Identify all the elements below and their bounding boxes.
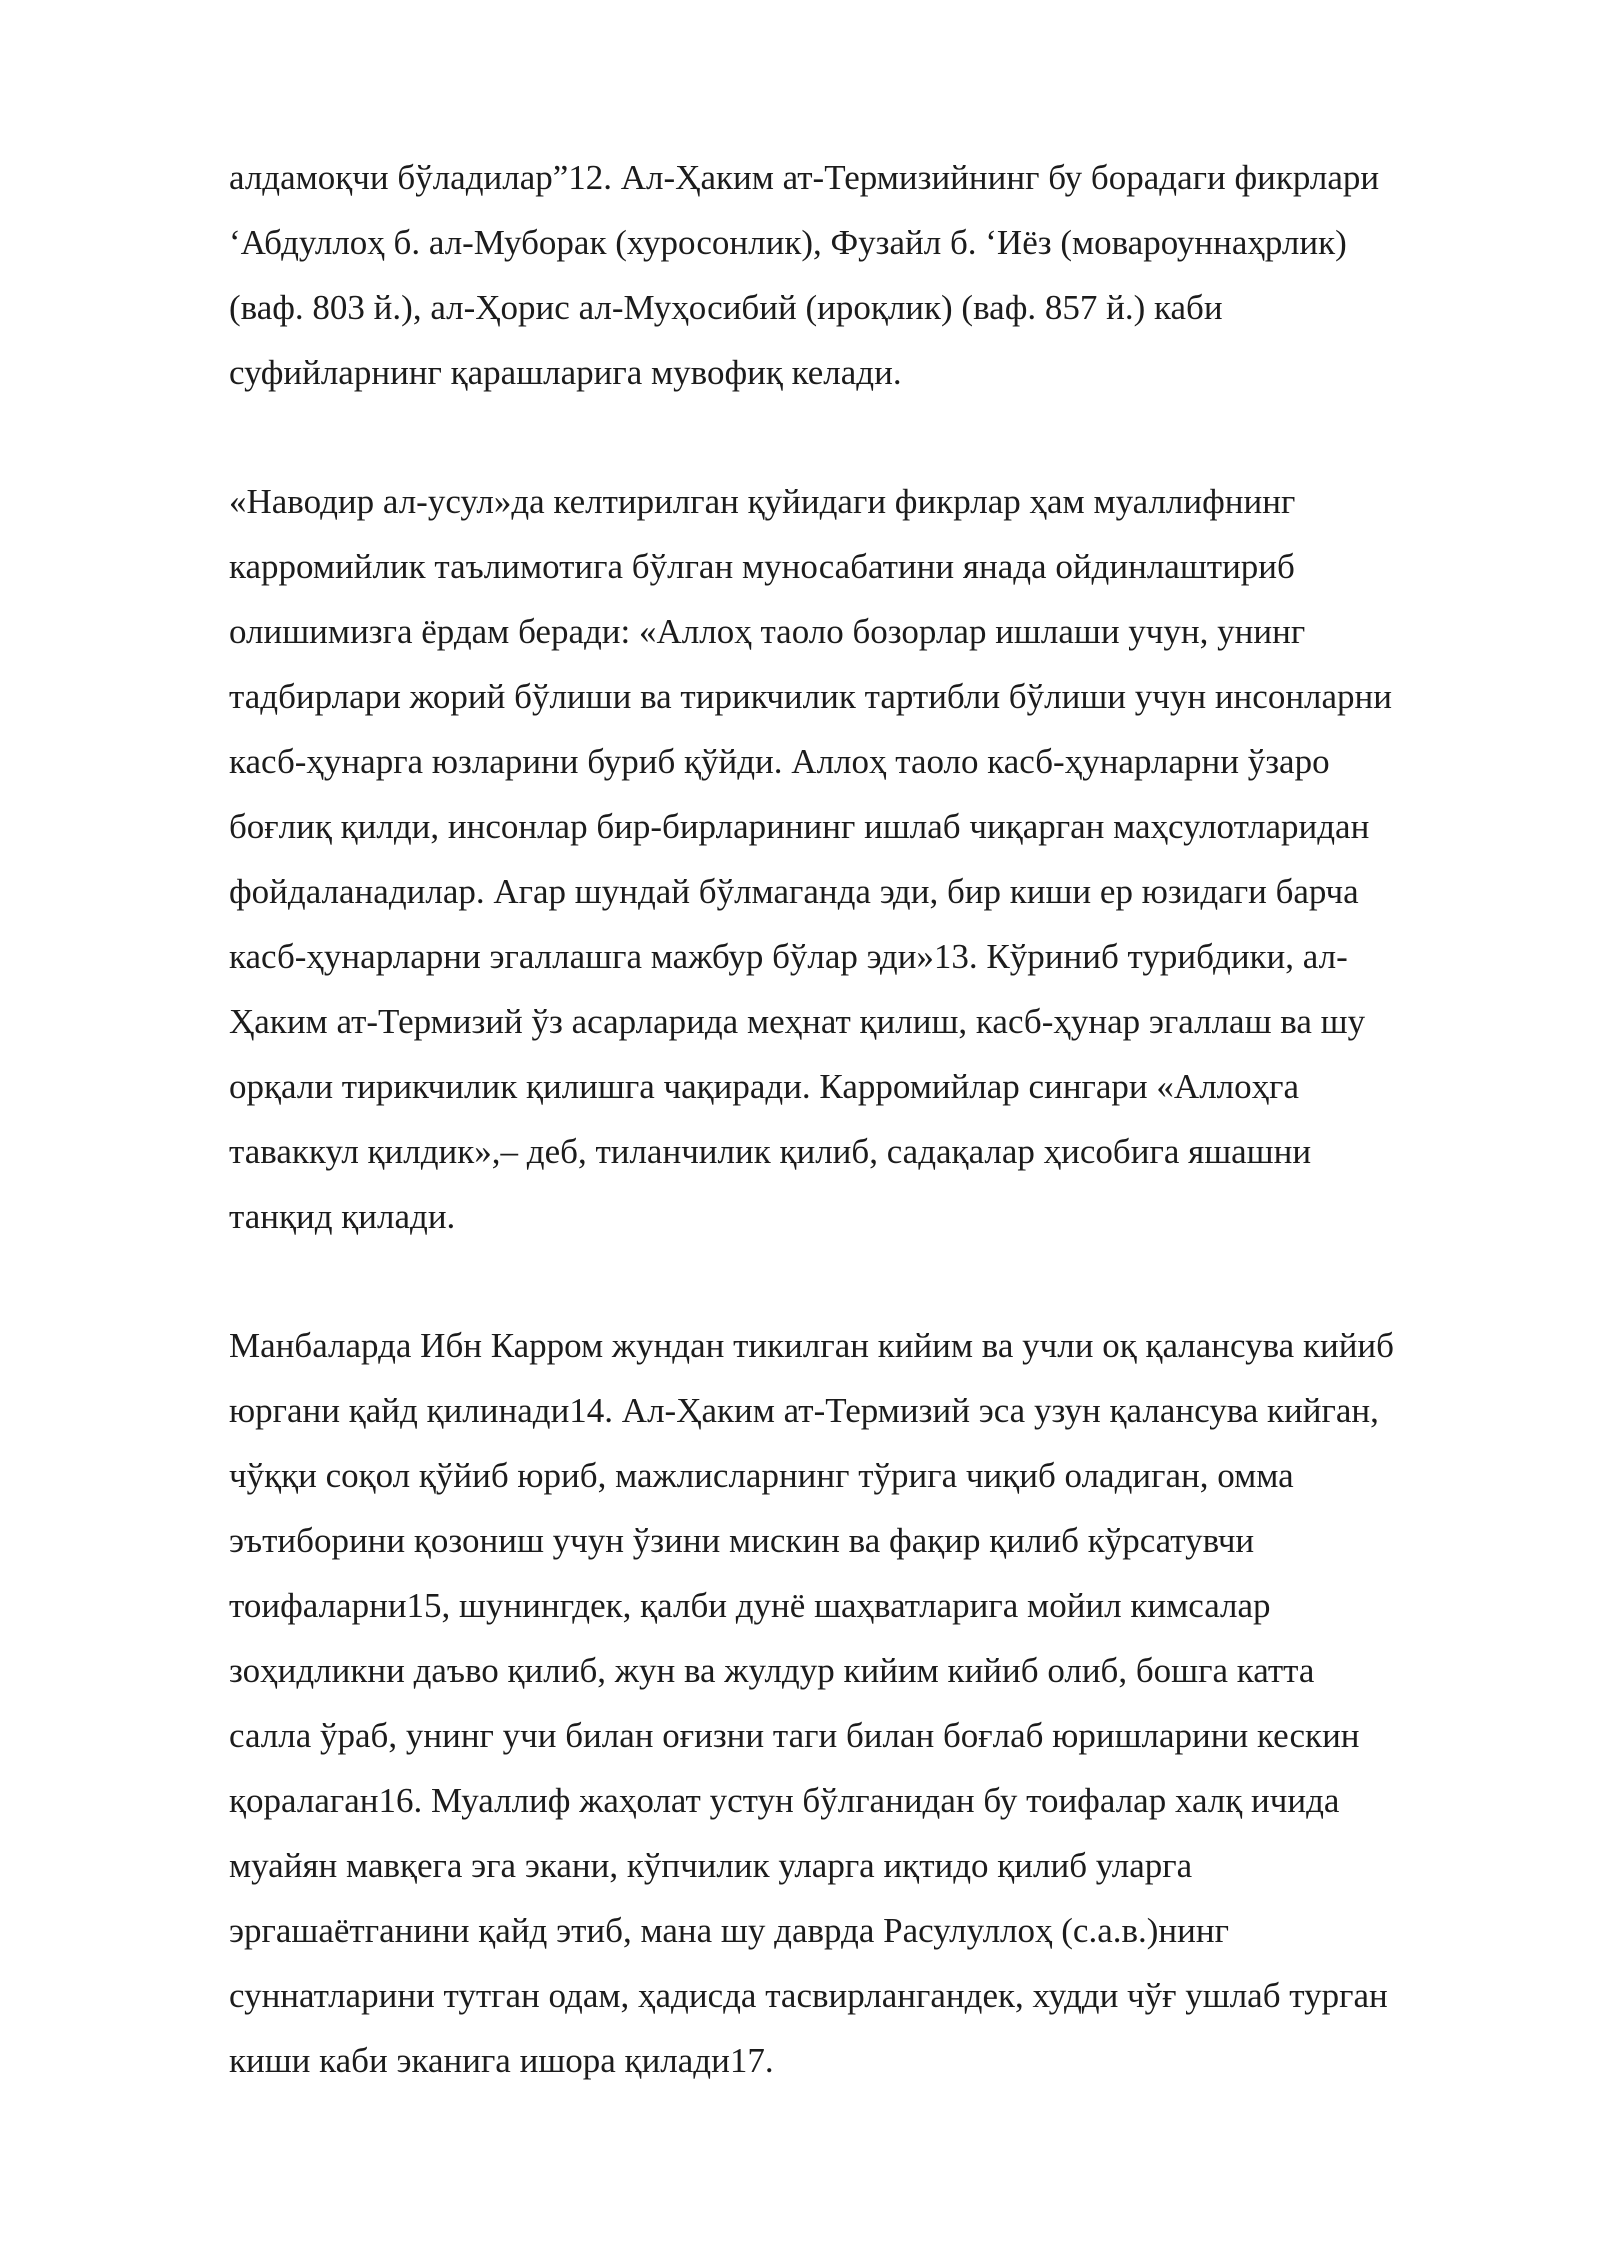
paragraph-line: Ҳаким ат-Термизий ўз асарларида меҳнат қилиш, касб-ҳунар эгаллаш ва шу bbox=[229, 1002, 1366, 1041]
paragraph-3 bbox=[229, 1313, 1529, 2093]
paragraph-line: алдамоқчи бўладилар”12. Ал-Ҳаким ат-Термизийнинг бу борадаги фикрлари bbox=[229, 158, 1380, 197]
paragraph-line: касб-ҳунарга юзларини буриб қўйди. Аллоҳ таоло касб-ҳунарларни ўзаро bbox=[229, 742, 1330, 781]
paragraph-line: боғлиқ қилди, инсонлар бир-бирларининг ишлаб чиқарган маҳсулотларидан bbox=[229, 807, 1370, 846]
paragraph-line: чўққи соқол қўйиб юриб, мажлисларнинг тўрига чиқиб оладиган, омма bbox=[229, 1456, 1294, 1495]
paragraph-line: «Наводир ал-усул»да келтирилган қуйидаги фикрлар ҳам муаллифнинг bbox=[229, 482, 1296, 521]
paragraph-line: орқали тирикчилик қилишга чақиради. Карромийлар сингари «Аллоҳга bbox=[229, 1067, 1300, 1106]
paragraph-line: киши каби эканига ишора қилади17. bbox=[229, 2041, 774, 2080]
paragraph-line: таваккул қилдик»,– деб, тиланчилик қилиб, садақалар ҳисобига яшашни bbox=[229, 1132, 1312, 1171]
paragraph-line: ʻАбдуллоҳ б. ал-Муборак (хуросонлик), Фузайл б. ʻИёз (мовароуннаҳрлик) bbox=[229, 223, 1347, 262]
paragraph-line: олишимизга ёрдам беради: «Аллоҳ таоло бозорлар ишлаши учун, унинг bbox=[229, 612, 1306, 651]
paragraph-line: (ваф. 803 й.), ал-Ҳорис ал-Муҳосибий (ироқлик) (ваф. 857 й.) каби bbox=[229, 288, 1223, 327]
paragraph-line: танқид қилади. bbox=[229, 1197, 456, 1236]
paragraph-line: тадбирлари жорий бўлиши ва тирикчилик тартибли бўлиши учун инсонларни bbox=[229, 677, 1393, 716]
paragraph-line: карромийлик таълимотига бўлган муносабатини янада ойдинлаштириб bbox=[229, 547, 1295, 586]
paragraph-line: эргашаётганини қайд этиб, мана шу даврда Расулуллоҳ (с.а.в.)нинг bbox=[229, 1911, 1229, 1950]
paragraph-line: Манбаларда Ибн Карром жундан тикилган кийим ва учли оқ қалансува кийиб bbox=[229, 1326, 1394, 1365]
paragraph-line: суннатларини тутган одам, ҳадисда тасвирлангандек, худди чўғ ушлаб турган bbox=[229, 1976, 1388, 2015]
paragraph-line: тоифаларни15, шунингдек, қалби дунё шаҳватларига мойил кимсалар bbox=[229, 1586, 1271, 1625]
paragraph-line: қоралаган16. Муаллиф жаҳолат устун бўлганидан бу тоифалар халқ ичида bbox=[229, 1781, 1340, 1820]
paragraph-line: салла ўраб, унинг учи билан оғизни таги билан боғлаб юришларини кескин bbox=[229, 1716, 1360, 1755]
paragraph-line: суфийларнинг қарашларига мувофиқ келади. bbox=[229, 353, 902, 392]
paragraph-line: юргани қайд қилинади14. Ал-Ҳаким ат-Термизий эса узун қалансува кийган, bbox=[229, 1391, 1379, 1430]
paragraph-line: эътиборини қозониш учун ўзини мискин ва фақир қилиб кўрсатувчи bbox=[229, 1521, 1255, 1560]
paragraph-line: фойдаланадилар. Агар шундай бўлмаганда эди, бир киши ер юзидаги барча bbox=[229, 872, 1359, 911]
paragraph-line: муайян мавқега эга экани, кўпчилик уларга иқтидо қилиб уларга bbox=[229, 1846, 1193, 1885]
paragraph-1 bbox=[229, 145, 1529, 405]
paragraph-line: зоҳидликни даъво қилиб, жун ва жулдур кийим кийиб олиб, бошга катта bbox=[229, 1651, 1315, 1690]
paragraph-2 bbox=[229, 469, 1529, 1249]
paragraph-line: касб-ҳунарларни эгаллашга мажбур бўлар эди»13. Кўриниб турибдики, ал- bbox=[229, 937, 1348, 976]
